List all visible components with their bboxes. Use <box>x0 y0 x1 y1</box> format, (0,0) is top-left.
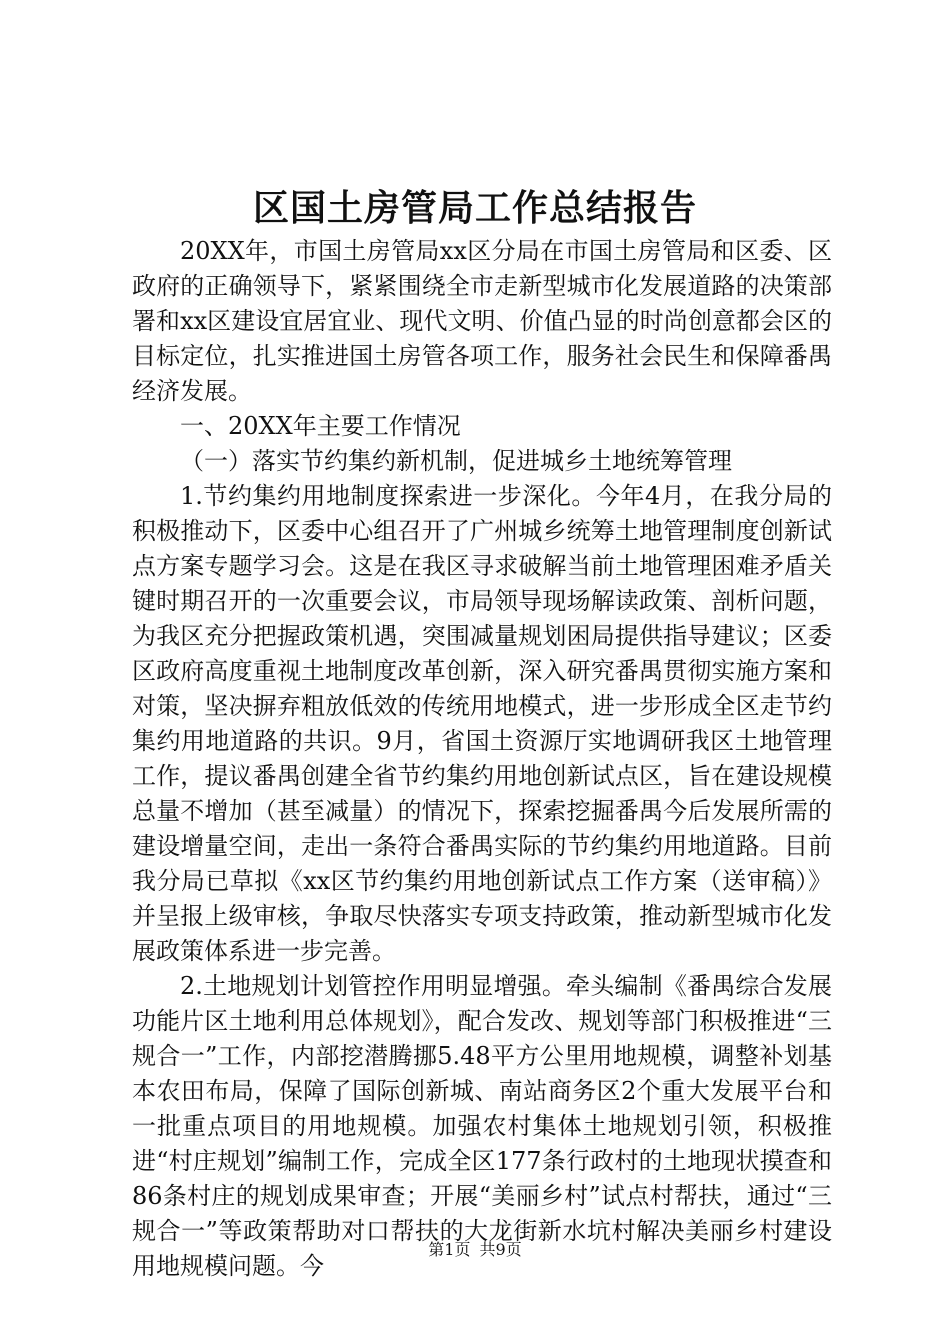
page-title: 区国土房管局工作总结报告 <box>252 187 697 229</box>
subsection-heading: （一）落实节约集约新机制，促进城乡土地统筹管理 <box>180 447 732 475</box>
page-total: 共9页 <box>479 1240 522 1259</box>
page-footer <box>0 1238 950 1262</box>
page-number: 第1页 <box>428 1240 471 1259</box>
body-paragraph: 2.土地规划计划管控作用明显增强。牵头编制《番禺综合发展功能片区土地利用总体规划》，配合发改、规划等部门积极推进“三规合一”工作，内部挖潜腾挪5.48平方公里用地规模，调整补划基本农田布局，保障了国际创新城、南站商务区2个重大发展平台和一批重点项目的用地规模。加强农村集体土地规划引领，积极推进“村庄规划”编制工作，完成全区177条行政村的土地现状摸查和86条村庄的规划成果审查；开展“美丽乡村”试点村帮扶，通过“三规合一”等政策帮助对口帮扶的大龙街新水坑村解决美丽乡村建设用地规模问题。今 <box>132 972 832 1280</box>
body-paragraph: 1.节约集约用地制度探索进一步深化。今年4月，在我分局的积极推动下，区委中心组召开了广州城乡统筹土地管理制度创新试点方案专题学习会。这是在我区寻求破解当前土地管理困难矛盾关键时期召开的一次重要会议，市局领导现场解读政策、剖析问题，为我区充分把握政策机遇，突围减量规划困局提供指导建议；区委区政府高度重视土地制度改革创新，深入研究番禺贯彻实施方案和对策，坚决摒弃粗放低效的传统用地模式，进一步形成全区走节约集约用地道路的共识。9月，省国土资源厅实地调研我区土地管理工作，提议番禺创建全省节约集约用地创新试点区，旨在建设规模总量不增加（甚至减量）的情况下，探索挖掘番禺今后发展所需的建设增量空间，走出一条符合番禺实际的节约集约用地道路。目前我分局已草拟《xx区节约集约用地创新试点工作方案（送审稿）》并呈报上级审核，争取尽快落实专项支持政策，推动新型城市化发展政策体系进一步完善。 <box>132 482 832 965</box>
document-body <box>132 234 832 1284</box>
intro-paragraph: 20XX年，市国土房管局xx区分局在市国土房管局和区委、区政府的正确领导下，紧紧围绕全市走新型城市化发展道路的决策部署和xx区建设宜居宜业、现代文明、价值凸显的时尚创意都会区的目标定位，扎实推进国土房管各项工作，服务社会民生和保障番禺经济发展。 <box>132 237 832 405</box>
section-heading: 一、20XX年主要工作情况 <box>180 412 461 440</box>
